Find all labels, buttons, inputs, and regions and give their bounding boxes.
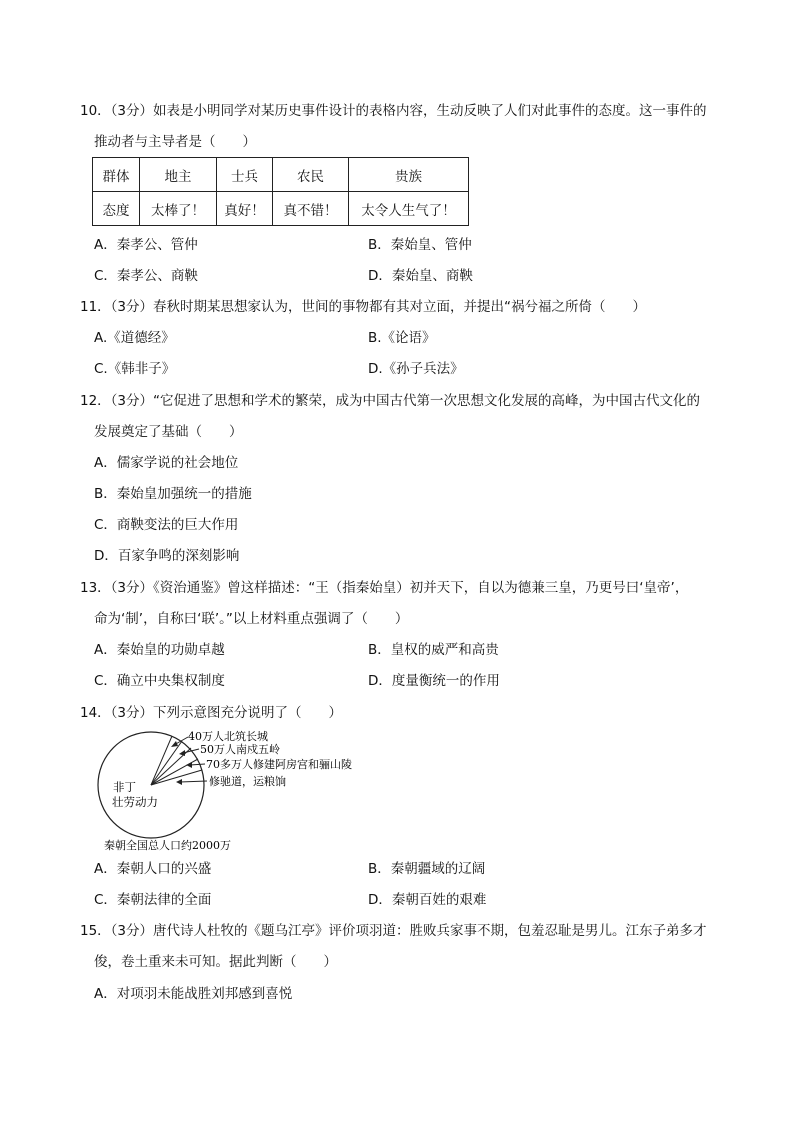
q13-option-c[interactable]: C．确立中央集权制度 <box>94 673 225 689</box>
arrow-head-icon <box>186 762 192 768</box>
q11-stem-line1: 11．（3分）春秋时期某思想家认为，世间的事物都有其对立面，并提出“祸兮福之所倚（ ） <box>80 299 647 315</box>
table-cell: 真好！ <box>217 192 273 226</box>
q10-attitude-table <box>92 157 469 226</box>
q14-population-diagram <box>90 728 390 854</box>
diagram-label: 70多万人修建阿房宫和骊山陵 <box>206 758 352 771</box>
q10-stem-line2: 推动者与主导者是（ ） <box>94 134 256 150</box>
table-cell: 群体 <box>93 158 140 192</box>
q15-stem-line2: 俊，卷土重来未可知。据此判断（ ） <box>94 954 337 970</box>
q10-option-b[interactable]: B．秦始皇、管仲 <box>368 237 472 253</box>
arrow-line <box>180 781 207 782</box>
q12-option-b[interactable]: B．秦始皇加强统一的措施 <box>94 486 252 502</box>
q11-option-a[interactable]: A.《道德经》 <box>94 330 175 346</box>
diagram-caption: 秦朝全国总人口约2000万 <box>104 839 231 852</box>
table-cell: 太令人生气了！ <box>349 192 469 226</box>
table-cell: 太棒了！ <box>140 192 217 226</box>
q10-stem-line1: 10．（3分）如表是小明同学对某历史事件设计的表格内容，生动反映了人们对此事件的态度。这一事件的 <box>80 103 707 119</box>
q10-option-c[interactable]: C．秦孝公、商鞅 <box>94 268 198 284</box>
circle-label: 壮劳动力 <box>112 795 158 809</box>
table-cell: 农民 <box>273 158 349 192</box>
q11-option-c[interactable]: C.《韩非子》 <box>94 361 176 377</box>
table-row <box>93 158 469 192</box>
q13-stem-line2: 命为‘制’，自称曰‘联’。”以上材料重点强调了（ ） <box>94 611 409 627</box>
q13-option-b[interactable]: B．皇权的威严和高贵 <box>368 642 499 658</box>
table-cell: 士兵 <box>217 158 273 192</box>
q13-stem-line1: 13．（3分）《资治通鉴》曾这样描述：“王（指秦始皇）初并天下，自以为德兼三皇，乃更号曰‘皇帝’， <box>80 580 689 596</box>
q11-option-d[interactable]: D.《孙子兵法》 <box>368 361 464 377</box>
arrow-head-icon <box>176 779 182 785</box>
q14-option-a[interactable]: A．秦朝人口的兴盛 <box>94 861 212 877</box>
q13-option-a[interactable]: A．秦始皇的功勋卓越 <box>94 642 225 658</box>
q14-stem-line1: 14．（3分）下列示意图充分说明了（ ） <box>80 705 343 721</box>
table-cell: 态度 <box>93 192 140 226</box>
q12-option-c[interactable]: C．商鞅变法的巨大作用 <box>94 517 239 533</box>
q14-option-c[interactable]: C．秦朝法律的全面 <box>94 892 212 908</box>
arrow-line <box>190 764 205 765</box>
table-cell: 真不错！ <box>273 192 349 226</box>
q10-option-a[interactable]: A．秦孝公、管仲 <box>94 237 198 253</box>
q10-option-d[interactable]: D．秦始皇、商鞅 <box>368 268 473 284</box>
q11-option-b[interactable]: B.《论语》 <box>368 330 436 346</box>
q12-option-a[interactable]: A．儒家学说的社会地位 <box>94 455 239 471</box>
q12-option-d[interactable]: D．百家争鸣的深刻影响 <box>94 548 240 564</box>
q12-stem-line1: 12．（3分）“它促进了思想和学术的繁荣，成为中国古代第一次思想文化发展的高峰，为中国古代文化的 <box>80 393 701 409</box>
table-cell: 贵族 <box>349 158 469 192</box>
diagram-label: 修驰道，运粮饷 <box>209 775 286 788</box>
q15-option-a[interactable]: A．对项羽未能战胜刘邦感到喜悦 <box>94 986 293 1002</box>
diagram-label: 50万人南戍五岭 <box>200 743 280 756</box>
arrow-head-icon <box>179 750 185 756</box>
arrow-head-icon <box>171 741 178 747</box>
q14-option-d[interactable]: D．秦朝百姓的艰难 <box>368 892 487 908</box>
table-cell: 地主 <box>140 158 217 192</box>
q14-option-b[interactable]: B．秦朝疆域的辽阔 <box>368 861 486 877</box>
diagram-label: 40万人北筑长城 <box>188 730 268 743</box>
q13-option-d[interactable]: D．度量衡统一的作用 <box>368 673 500 689</box>
circle-label: 非丁 <box>113 780 136 794</box>
table-row <box>93 192 469 226</box>
q15-stem-line1: 15．（3分）唐代诗人杜牧的《题乌江亭》评价项羽道：胜败兵家事不期，包羞忍耻是男儿。江东子弟多才 <box>80 923 707 939</box>
q12-stem-line2: 发展奠定了基础（ ） <box>94 424 243 440</box>
